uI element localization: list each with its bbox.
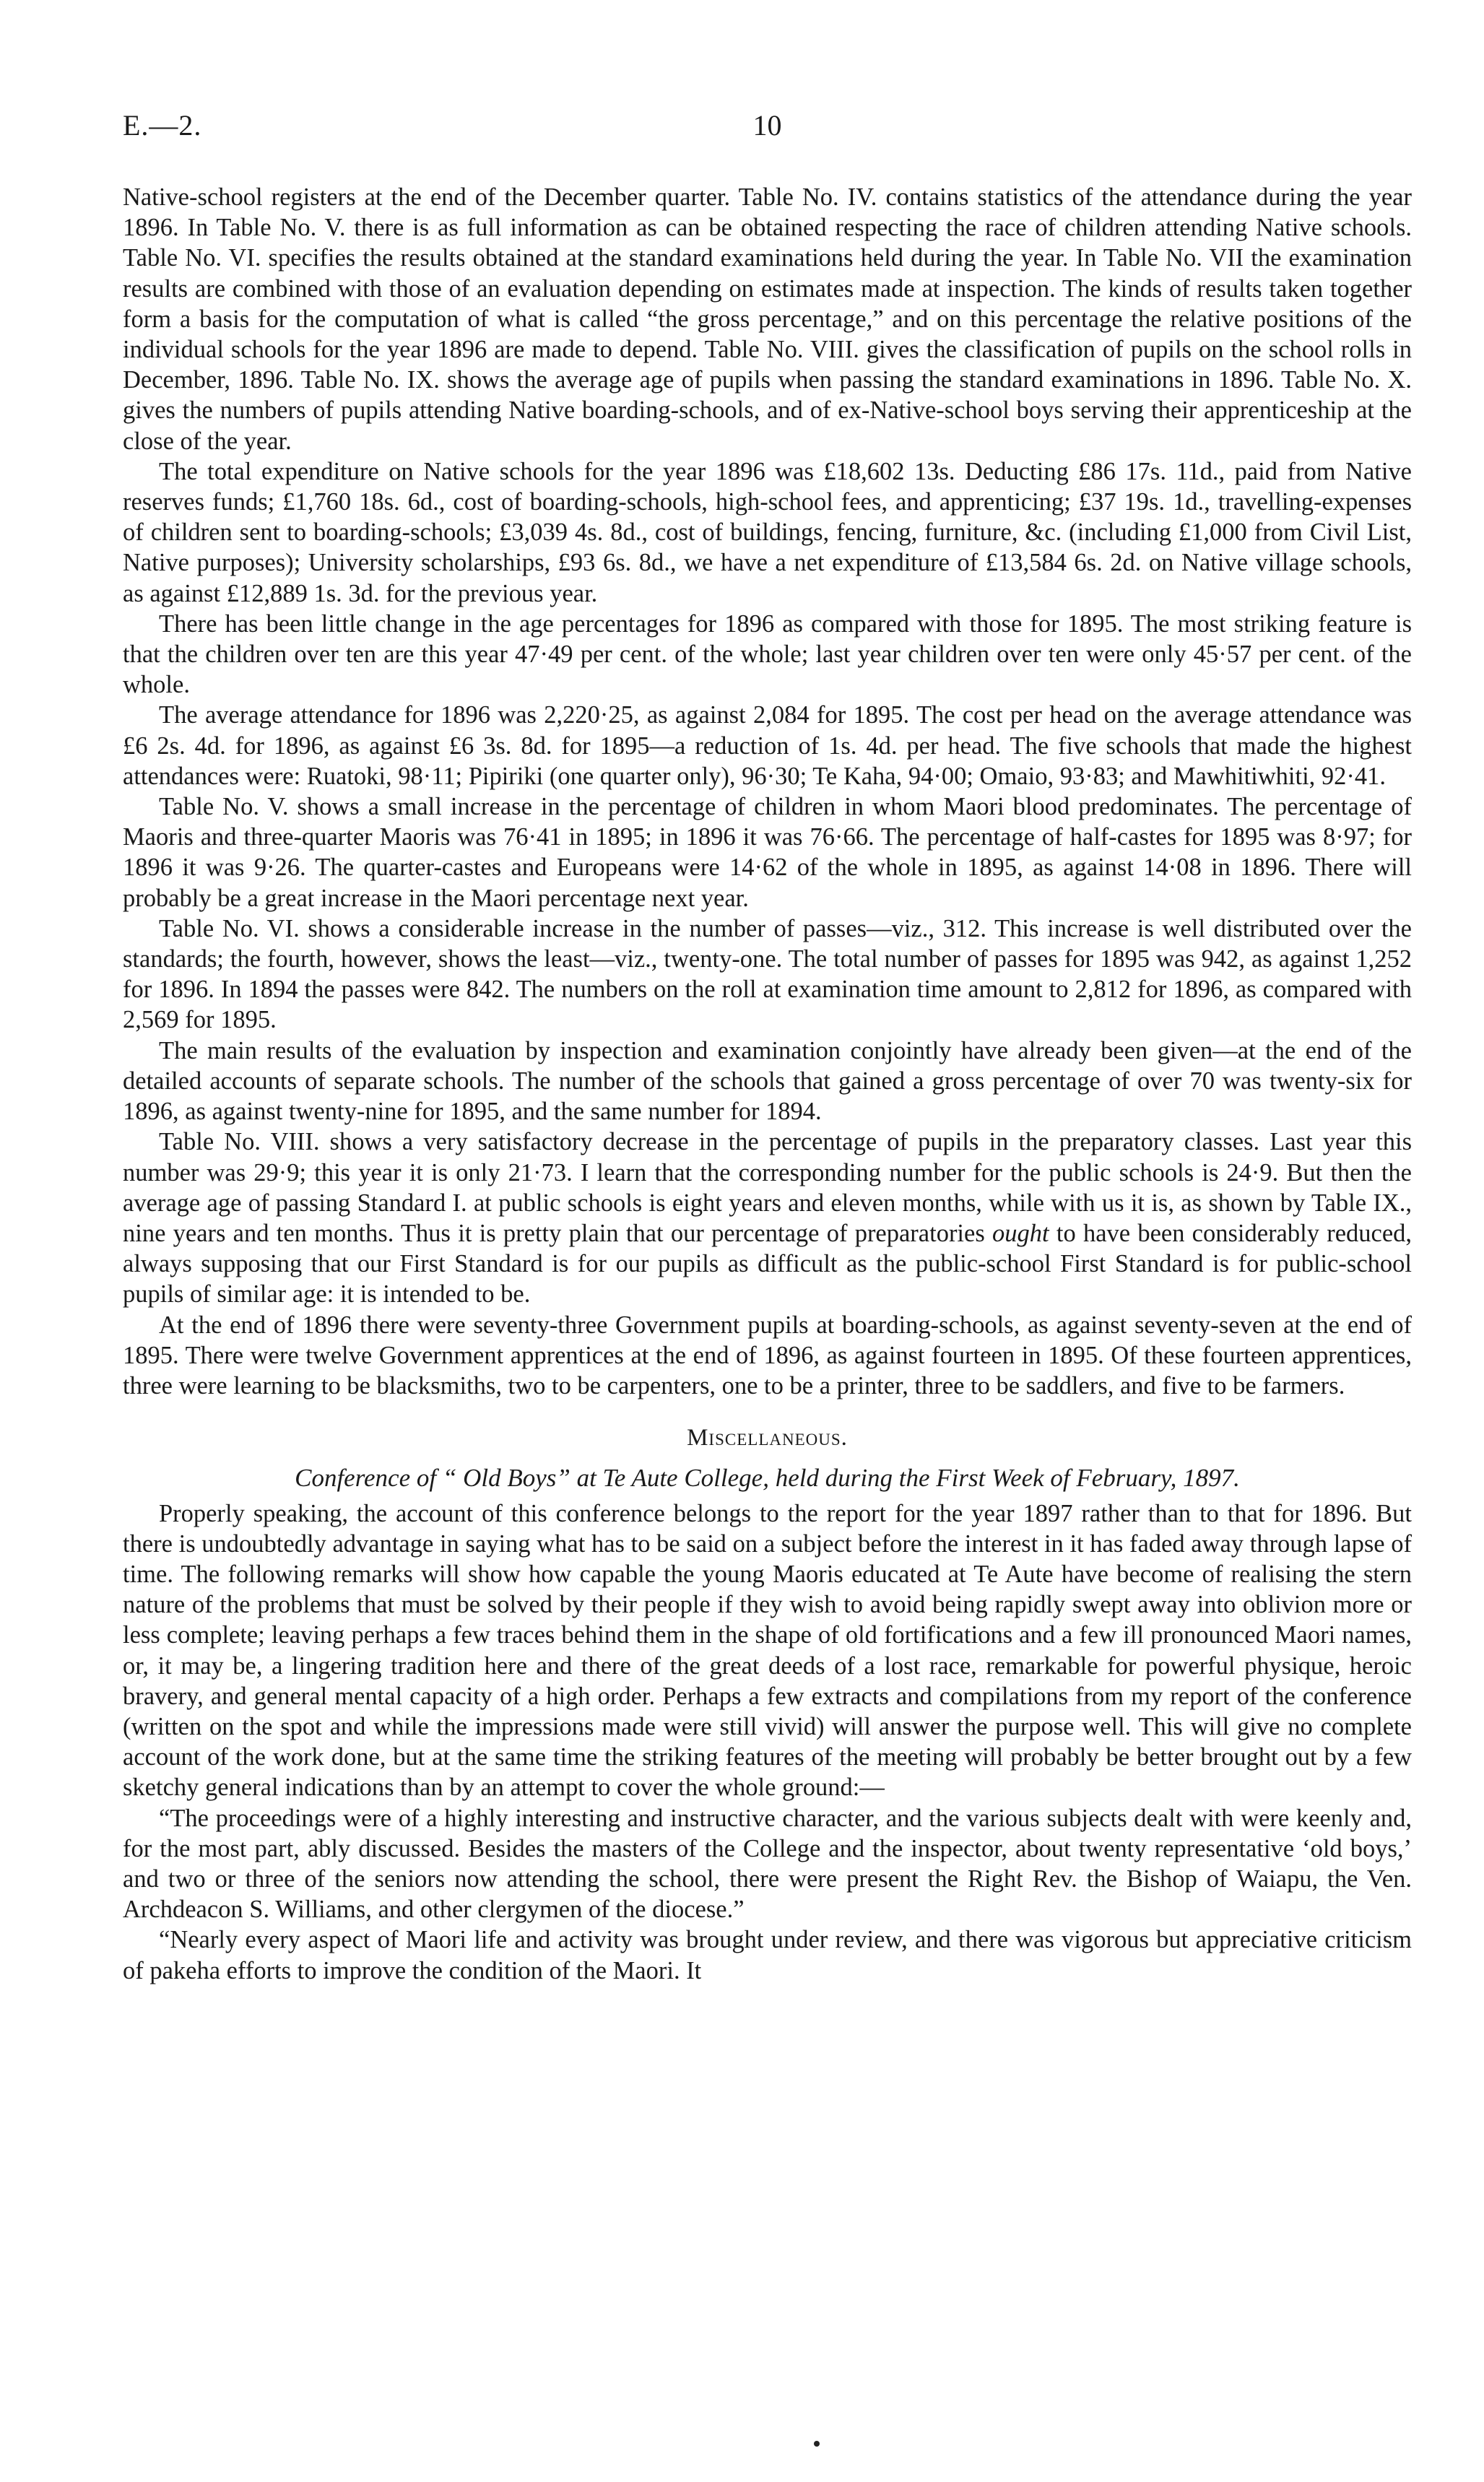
quoted-paragraph: “Nearly every aspect of Maori life and activity was brought under review, and there was vigorous but appreciative criticism of pakeha efforts to improve the condition of the Maori. It xyxy=(123,1926,1412,1984)
paragraph: At the end of 1896 there were seventy-three Government pupils at boarding-schools, as against seventy-seven at the end of 1895. There were twelve Government apprentices at the end of 1896, as against fourteen in 1895. Of these fourteen apprentices, three were learning to be blacksmiths, two to be carpenters, one to be a printer, three to be saddlers, and five to be farmers. xyxy=(123,1311,1412,1400)
body-text xyxy=(123,182,1412,1986)
page-header xyxy=(123,108,1412,152)
paragraph: The main results of the evaluation by inspection and examination conjointly have already been given—at the end of the detailed accounts of separate schools. The number of the schools that gained a gross percentage of over 70 was twenty-six for 1896, as against twenty-nine for 1895, and the same number for 1894. xyxy=(123,1036,1412,1126)
paragraph: Table No. VI. shows a considerable increase in the number of passes—viz., 312. This increase is well distributed over the standards; the fourth, however, shows the least—viz., twenty-one. The total number of passes for 1895 was 942, as against 1,252 for 1896. In 1894 the passes were 842. The numbers on the roll at examination time amount to 2,812 for 1896, as compared with 2,569 for 1895. xyxy=(123,914,1412,1034)
page-number: 10 xyxy=(752,109,782,142)
emphasis-word: ought xyxy=(992,1219,1049,1247)
paragraph: Table No. V. shows a small increase in the percentage of children in whom Maori blood predominates. The percentage of Maoris and three-quarter Maoris was 76·41 in 1895; in 1896 it was 76·66. The percentage of half-castes for 1895 was 8·97; for 1896 it was 9·26. The quarter-castes and Europeans were 14·62 of the whole in 1895, as against 14·08 in 1896. There will probably be a great increase in the Maori percentage next year. xyxy=(123,793,1412,912)
paragraph xyxy=(123,1127,1412,1309)
section-heading: Miscellaneous. xyxy=(687,1425,848,1452)
paragraph-text: to have been considerably reduced, always supposing that our First Standard is for our pupils as difficult as the public-school First Standard is for public-school pupils of similar age: it is intended to be. xyxy=(123,1219,1413,1309)
paragraph: There has been little change in the age percentages for 1896 as compared with those for 1895. The most striking feature is that the children over ten are this year 47·49 per cent. of the whole; last year children over ten were only 45·57 per cent. of the whole. xyxy=(123,609,1412,699)
paragraph: Native-school registers at the end of the December quarter. Table No. IV. contains statistics of the attendance during the year 1896. In Table No. V. there is as full information as can be obtained respecting the race of children attending Native schools. Table No. VI. specifies the results obtained at the standard examinations held during the year. In Table No. VII the examination results are combined with those of an evaluation depending on estimates made at inspection. The kinds of results taken together form a basis for the computation of what is called “the gross percentage,” and on this percentage the relative positions of the individual schools for the year 1896 are made to depend. Table No. VIII. gives the classification of pupils on the school rolls in December, 1896. Table No. IX. shows the average age of pupils when passing the standard examinations in 1896. Table No. X. gives the numbers of pupils attending Native boarding-schools, and of ex-Native-school boys serving their apprenticeship at the close of the year. xyxy=(123,183,1412,455)
paragraph: The total expenditure on Native schools for the year 1896 was £18,602 13s. Deducting £86 17s. 11d., paid from Native reserves funds; £1,760 18s. 6d., cost of boarding-schools, high-school fees, and apprenticing; £37 19s. 1d., travelling-expenses of children sent to boarding-schools; £3,039 4s. 8d., cost of buildings, fencing, furniture, &c. (including £1,000 from Civil List, Native purposes); University scholarships, £93 6s. 8d., we have a net expenditure of £13,584 6s. 2d. on Native village schools, as against £12,889 1s. 3d. for the previous year. xyxy=(123,457,1412,607)
paragraph: Properly speaking, the account of this conference belongs to the report for the year 1897 rather than to that for 1896. But there is undoubtedly advantage in saying what has to be said on a subject before the interest in it has faded away through lapse of time. The following remarks will show how capable the young Maoris educated at Te Aute have become of realising the stern nature of the problems that must be solved by their people if they wish to avoid being rapidly swept away into oblivion more or less complete; leaving perhaps a few traces behind them in the shape of old fortifications and a few ill pronounced Maori names, or, it may be, a lingering tradition here and there of the great deeds of a lost race, remarkable for powerful physique, heroic bravery, and general mental capacity of a high order. Perhaps a few extracts and compilations from my report of the conference (written on the spot and while the impressions made were still vivid) will answer the purpose well. This will give no complete account of the work done, but at the same time the striking features of the meeting will probably be better brought out by a few sketchy general indications than by an attempt to cover the whole ground:— xyxy=(123,1499,1412,1802)
section-subheading: Conference of “ Old Boys” at Te Aute College, held during the First Week of February, 1897. xyxy=(295,1464,1240,1493)
document-reference: E.—2. xyxy=(123,109,202,142)
page-mark xyxy=(814,2441,820,2447)
paragraph-text: Table No. VIII. shows a very satisfactory decrease in the percentage of pupils in the preparatory classes. Last year this number was 29·9; this year it is only 21·73. I learn that the corresponding number for the public schools is 24·9. But then the average age of passing Standard I. at public schools is eight years and eleven months, while with us it is, as shown by Table IX., nine years and ten months. Thus it is pretty plain that our percentage of preparatories xyxy=(123,1128,1412,1247)
paragraph: The average attendance for 1896 was 2,220·25, as against 2,084 for 1895. The cost per head on the average attendance was £6 2s. 4d. for 1896, as against £6 3s. 8d. for 1895—a reduction of 1s. 4d. per head. The five schools that made the highest attendances were: Ruatoki, 98·11; Pipiriki (one quarter only), 96·30; Te Kaha, 94·00; Omaio, 93·83; and Mawhitiwhiti, 92·41. xyxy=(123,701,1412,790)
quoted-paragraph: “The proceedings were of a highly interesting and instructive character, and the various subjects dealt with were keenly and, for the most part, ably discussed. Besides the masters of the College and the inspector, about twenty representative ‘old boys,’ and two or three of the seniors now attending the school, there were present the Right Rev. the Bishop of Waiapu, the Ven. Archdeacon S. Williams, and other clergymen of the diocese.” xyxy=(123,1804,1412,1924)
